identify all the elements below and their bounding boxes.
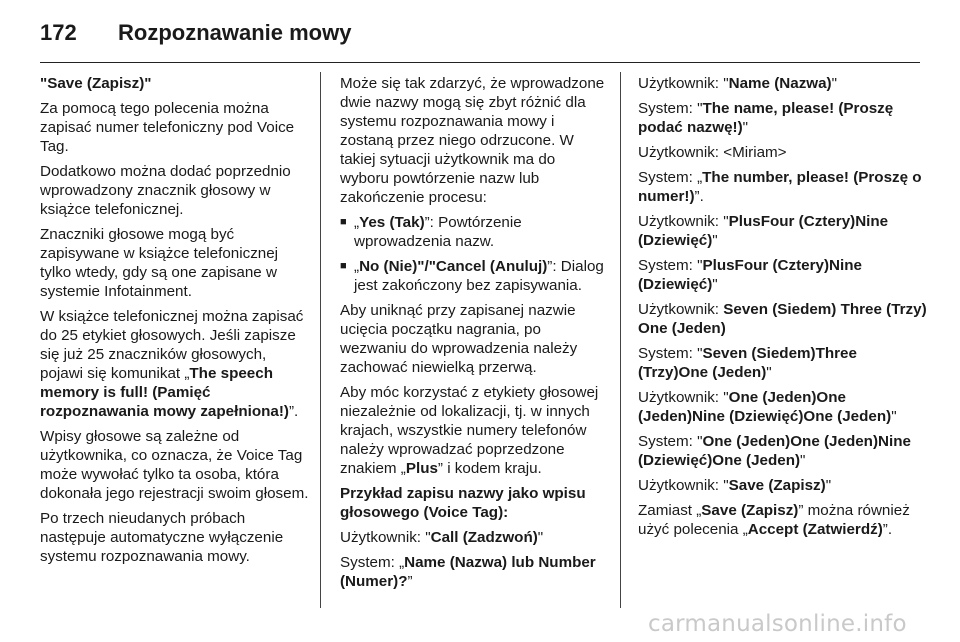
dialog-line: Użytkownik: "Call (Zadzwoń)" [340,529,544,546]
dialog-line: System: „Name (Nazwa) lub Number (Numer)?” [340,554,596,590]
page-title: Rozpoznawanie mowy [118,20,352,45]
page-header [40,14,351,52]
paragraph: Znaczniki głosowe mogą być zapisywane w książce telefonicznej tylko wtedy, gdy są one zapisane w systemie Infotainment. [40,226,279,300]
paragraph: Może się tak zdarzyć, że wprowadzone dwie nazwy mogą się zbyt różnić dla systemu rozpoznawania mowy i zostaną przez niego odrzucone. W takiej sytuacji użytkownik ma do wyboru powtórzenie nazw lub zakończenie procesu: [340,75,605,206]
paragraph: W książce telefonicznej można zapisać do 25 etykiet głosowych. Jeśli zapisze się już 25 znaczników głosowych, pojawi się komunikat „The speech memory is full! (Pamięć rozpoznawania mowy zapełniona!)”. [40,308,304,420]
column-divider [320,72,321,608]
dialog-line: System: „The number, please! (Proszę o numer!)”. [638,169,922,205]
paragraph: Zamiast „Save (Zapisz)” można również użyć polecenia „Accept (Zatwierdź)”. [638,502,910,538]
section-heading: "Save (Zapisz)" [40,75,152,92]
bullet-square-icon: ■ [340,216,347,228]
paragraph: Dodatkowo można dodać poprzednio wprowadzony znacznik głosowy w książce telefonicznej. [40,163,291,218]
bullet-square-icon: ■ [340,260,347,272]
dialog-line: System: "PlusFour (Cztery)Nine (Dziewięć)" [638,257,862,293]
list-item: ■ „Yes (Tak)”: Powtórzenie wprowadzenia nazw. [340,214,522,250]
paragraph: Wpisy głosowe są zależne od użytkownika, co oznacza, że Voice Tag może wywołać tylko ta osoba, która dokonała jego rejestracji swoim głosem. [40,428,309,502]
column-divider [620,72,621,608]
example-heading: Przykład zapisu nazwy jako wpisu głosowego (Voice Tag): [340,485,586,521]
paragraph: Po trzech nieudanych próbach następuje automatyczne wyłączenie systemu rozpoznawania mowy. [40,510,284,565]
paragraph: Aby móc korzystać z etykiety głosowej niezależnie od lokalizacji, tj. w innych krajach, wszystkie numery telefonów należy wprowadzać poprzedzone znakiem „Plus” i kodem kraju. [340,384,599,477]
dialog-line: Użytkownik: <Miriam> [638,144,787,161]
watermark: carmanualsonline.info [648,611,907,637]
dialog-line: Użytkownik: "Name (Nazwa)" [638,75,838,92]
dialog-line: Użytkownik: "PlusFour (Cztery)Nine (Dziewięć)" [638,213,889,249]
column-right [638,74,928,545]
dialog-line: Użytkownik: "Save (Zapisz)" [638,477,832,494]
header-rule [40,62,920,63]
column-left [40,74,310,572]
paragraph: Aby uniknąć przy zapisanej nazwie ucięcia początku nagrania, po wezwaniu do wprowadzenia należy zachować niewielką przerwą. [340,302,578,376]
dialog-line: Użytkownik: Seven (Siedem) Three (Trzy) One (Jeden) [638,301,927,337]
column-middle [340,74,608,597]
page-number: 172 [40,20,77,45]
dialog-line: System: "Seven (Siedem)Three (Trzy)One (Jeden)" [638,345,857,381]
dialog-line: Użytkownik: "One (Jeden)One (Jeden)Nine (Dziewięć)One (Jeden)" [638,389,897,425]
dialog-line: System: "One (Jeden)One (Jeden)Nine (Dziewięć)One (Jeden)" [638,433,911,469]
dialog-line: System: "The name, please! (Proszę podać nazwę!)" [638,100,894,136]
paragraph: Za pomocą tego polecenia można zapisać numer telefoniczny pod Voice Tag. [40,100,295,155]
list-item: ■ „No (Nie)"/"Cancel (Anuluj)”: Dialog jest zakończony bez zapisywania. [340,258,604,294]
